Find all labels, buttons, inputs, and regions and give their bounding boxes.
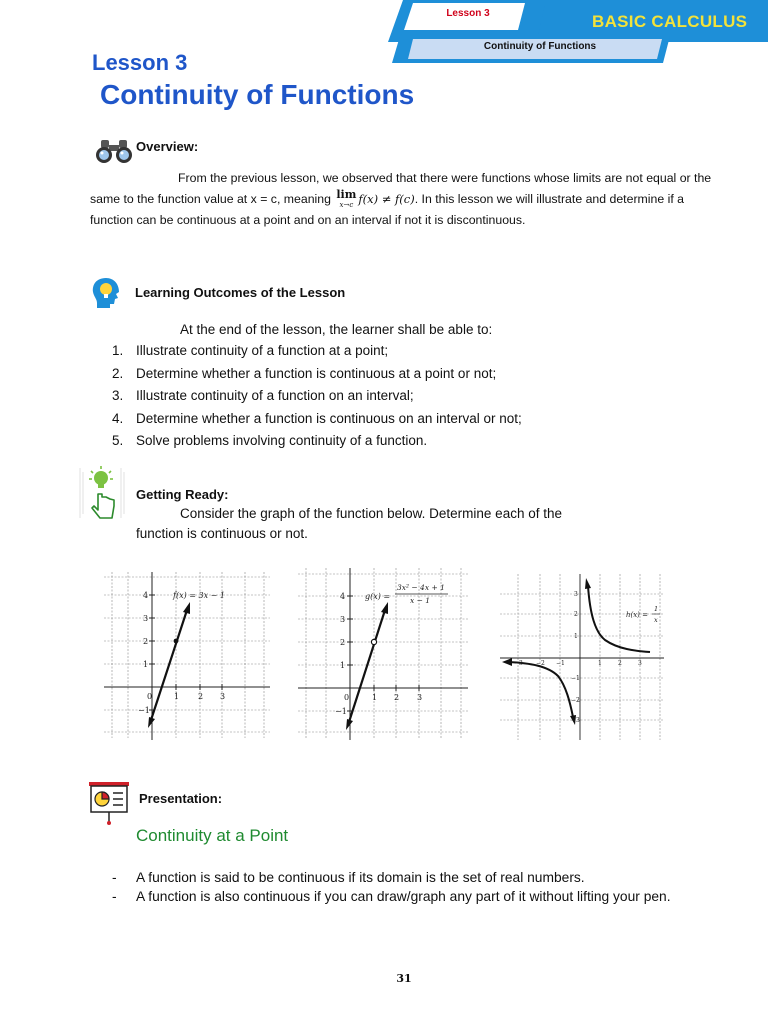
graph-3-label-lhs: h(x) =	[626, 611, 649, 619]
getting-ready-heading: Getting Ready:	[136, 487, 229, 502]
svg-text:1: 1	[372, 693, 378, 702]
graph-2-label-num: 3x² − 4x + 1	[397, 583, 445, 592]
header-topic: Continuity of Functions	[483, 41, 597, 52]
list-item: - A function is also continuous if you can draw/graph any part of it without lifting your pen.	[112, 889, 671, 904]
graph-h-reciprocal	[500, 574, 664, 740]
svg-text:−2: −2	[571, 697, 580, 704]
svg-text:−1: −1	[571, 675, 580, 682]
graph-1-label: f(x) = 3x − 1	[173, 591, 225, 600]
svg-text:−3: −3	[571, 717, 580, 724]
presentation-board-icon	[88, 778, 130, 826]
header-subject: BASIC CALCULUS	[592, 12, 748, 31]
graph-g-rational	[298, 568, 468, 742]
svg-text:−1: −1	[335, 707, 347, 716]
overview-heading: Overview:	[136, 139, 199, 154]
presentation-heading: Presentation:	[139, 791, 223, 806]
svg-text:1: 1	[598, 660, 602, 667]
binoculars-icon	[94, 138, 134, 164]
list-item: 3. Illustrate continuity of a function on an interval;	[112, 388, 414, 403]
list-item: 2. Determine whether a function is continuous at a point or not;	[112, 365, 497, 381]
list-item: 1. Illustrate continuity of a function at a point;	[112, 343, 389, 358]
presentation-bullets	[112, 868, 722, 906]
limit-word: lim	[336, 187, 357, 201]
limit-subscript: x→c	[339, 200, 354, 209]
graph-3-label-num: 1	[654, 605, 659, 613]
svg-text:3: 3	[143, 614, 149, 623]
lesson-label: Lesson 3	[92, 50, 188, 75]
list-item: - A function is said to be continuous if its domain is the set of real numbers.	[112, 870, 585, 885]
learning-outcomes-list	[112, 340, 522, 453]
getting-ready-icon	[78, 464, 126, 522]
overview-text-1: From the previous lesson, we observed that there were functions whose limits are not equal or the same to the function value at x = c, meaning	[90, 171, 712, 206]
continuity-at-point-heading: Continuity at a Point	[136, 826, 289, 845]
graph-3-label-den: x	[654, 616, 658, 624]
header-lesson-tab: Lesson 3	[446, 8, 490, 19]
learning-outcomes-heading: Learning Outcomes of the Lesson	[135, 285, 346, 300]
graph-2-label-lhs: g(x) =	[365, 592, 391, 601]
svg-text:−3: −3	[514, 660, 523, 667]
svg-text:4: 4	[143, 591, 149, 600]
svg-text:0: 0	[147, 692, 153, 701]
svg-text:1: 1	[574, 633, 578, 640]
svg-text:4: 4	[340, 592, 346, 601]
list-item: 4. Determine whether a function is continuous on an interval or not;	[112, 410, 522, 426]
svg-text:2: 2	[143, 637, 149, 646]
learning-outcomes-intro: At the end of the lesson, the learner shall be able to:	[180, 322, 493, 337]
svg-text:1: 1	[174, 692, 180, 701]
svg-text:2: 2	[340, 638, 346, 647]
page-title: Continuity of Functions	[100, 79, 415, 110]
overview-paragraph	[90, 168, 726, 231]
list-item: 5. Solve problems involving continuity of a function.	[112, 433, 428, 448]
svg-text:−1: −1	[138, 706, 150, 715]
svg-text:2: 2	[618, 660, 622, 667]
svg-text:1: 1	[143, 660, 149, 669]
getting-ready-text	[136, 504, 696, 544]
lightbulb-head-icon	[88, 275, 124, 311]
svg-text:0: 0	[344, 693, 350, 702]
limit-inequality: f(x) ≠ f(c)	[358, 192, 415, 206]
svg-text:3: 3	[638, 660, 642, 667]
svg-text:3: 3	[220, 692, 226, 701]
svg-text:3: 3	[340, 615, 346, 624]
svg-text:3: 3	[417, 693, 423, 702]
limit-notation	[336, 187, 357, 210]
graph-f-linear	[104, 572, 270, 742]
getting-ready-line-2: function is continuous or not.	[136, 526, 308, 541]
svg-text:2: 2	[394, 693, 400, 702]
svg-text:1: 1	[340, 661, 346, 670]
svg-text:−2: −2	[536, 660, 545, 667]
overview-text-2: . In this lesson we will illustrate and determine if a function can be continuous at a point and on an interval if not it is discontinuous.	[90, 192, 685, 227]
svg-text:2: 2	[198, 692, 204, 701]
graph-2-label-den: x − 1	[410, 596, 431, 605]
page-number: 31	[396, 972, 412, 985]
svg-text:−1: −1	[556, 660, 565, 667]
svg-text:2: 2	[574, 611, 578, 618]
getting-ready-line-1: Consider the graph of the function below. Determine each of the	[180, 506, 562, 521]
svg-text:3: 3	[574, 591, 578, 598]
